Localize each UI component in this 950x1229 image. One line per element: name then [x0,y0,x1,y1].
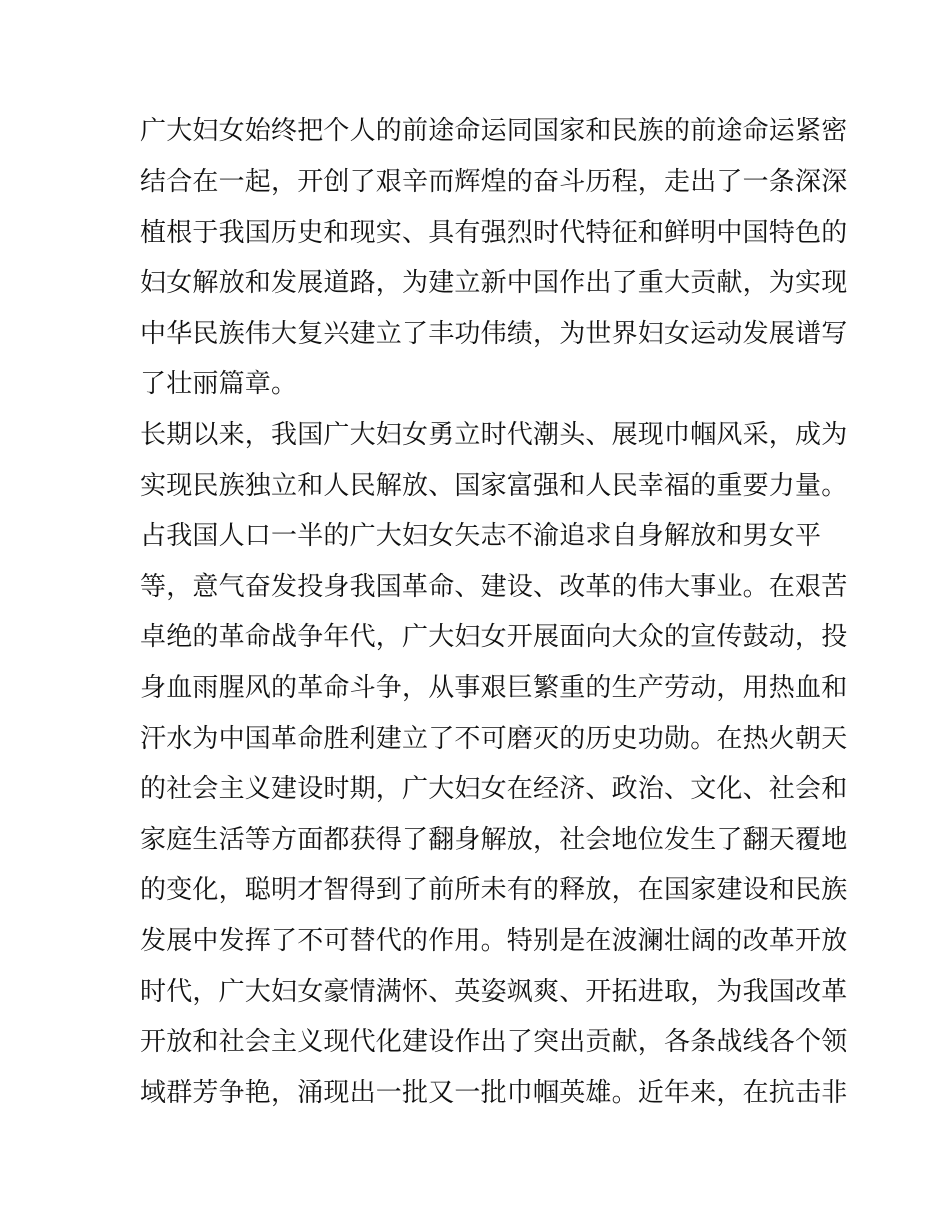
paragraph-2-line-12: 时代，广大妇女豪情满怀、英姿飒爽、开拓进取，为我国改革 [140,977,848,1007]
paragraph-2-line-4: 等，意气奋发投身我国革命、建设、改革的伟大事业。在艰苦 [140,572,848,602]
paragraph-2-line-1: 长期以来，我国广大妇女勇立时代潮头、展现巾帼风采，成为 [140,420,848,450]
paragraph-2-line-5: 卓绝的革命战争年代，广大妇女开展面向大众的宣传鼓动，投 [140,622,848,652]
paragraph-1-line-2: 结合在一起，开创了艰辛而辉煌的奋斗历程，走出了一条深深 [140,167,848,197]
paragraph-1-line-1: 广大妇女始终把个人的前途命运同国家和民族的前途命运紧密 [140,116,848,146]
paragraph-2-line-2: 实现民族独立和人民解放、国家富强和人民幸福的重要力量。 [140,471,848,501]
paragraph-2-line-8: 的社会主义建设时期，广大妇女在经济、政治、文化、社会和 [140,774,848,804]
paragraph-1-line-5: 中华民族伟大复兴建立了丰功伟绩，为世界妇女运动发展谱写 [140,319,848,349]
paragraph-1-line-4: 妇女解放和发展道路，为建立新中国作出了重大贡献，为实现 [140,268,848,298]
paragraph-2-line-13: 开放和社会主义现代化建设作出了突出贡献，各条战线各个领 [140,1027,848,1057]
paragraph-1-line-6: 了壮丽篇章。 [140,369,298,399]
paragraph-2-line-6: 身血雨腥风的革命斗争，从事艰巨繁重的生产劳动，用热血和 [140,673,848,703]
paragraph-2-line-7: 汗水为中国革命胜利建立了不可磨灭的历史功勋。在热火朝天 [140,724,848,754]
paragraph-2-line-3: 占我国人口一半的广大妇女矢志不渝追求自身解放和男女平 [140,521,822,551]
paragraph-2-line-11: 发展中发挥了不可替代的作用。特别是在波澜壮阔的改革开放 [140,926,848,956]
paragraph-2-line-9: 家庭生活等方面都获得了翻身解放，社会地位发生了翻天覆地 [140,825,848,855]
paragraph-1-line-3: 植根于我国历史和现实、具有强烈时代特征和鲜明中国特色的 [140,218,848,248]
paragraph-2-line-10: 的变化，聪明才智得到了前所未有的释放，在国家建设和民族 [140,875,848,905]
paragraph-2-line-14: 域群芳争艳，涌现出一批又一批巾帼英雄。近年来，在抗击非 [140,1078,848,1108]
